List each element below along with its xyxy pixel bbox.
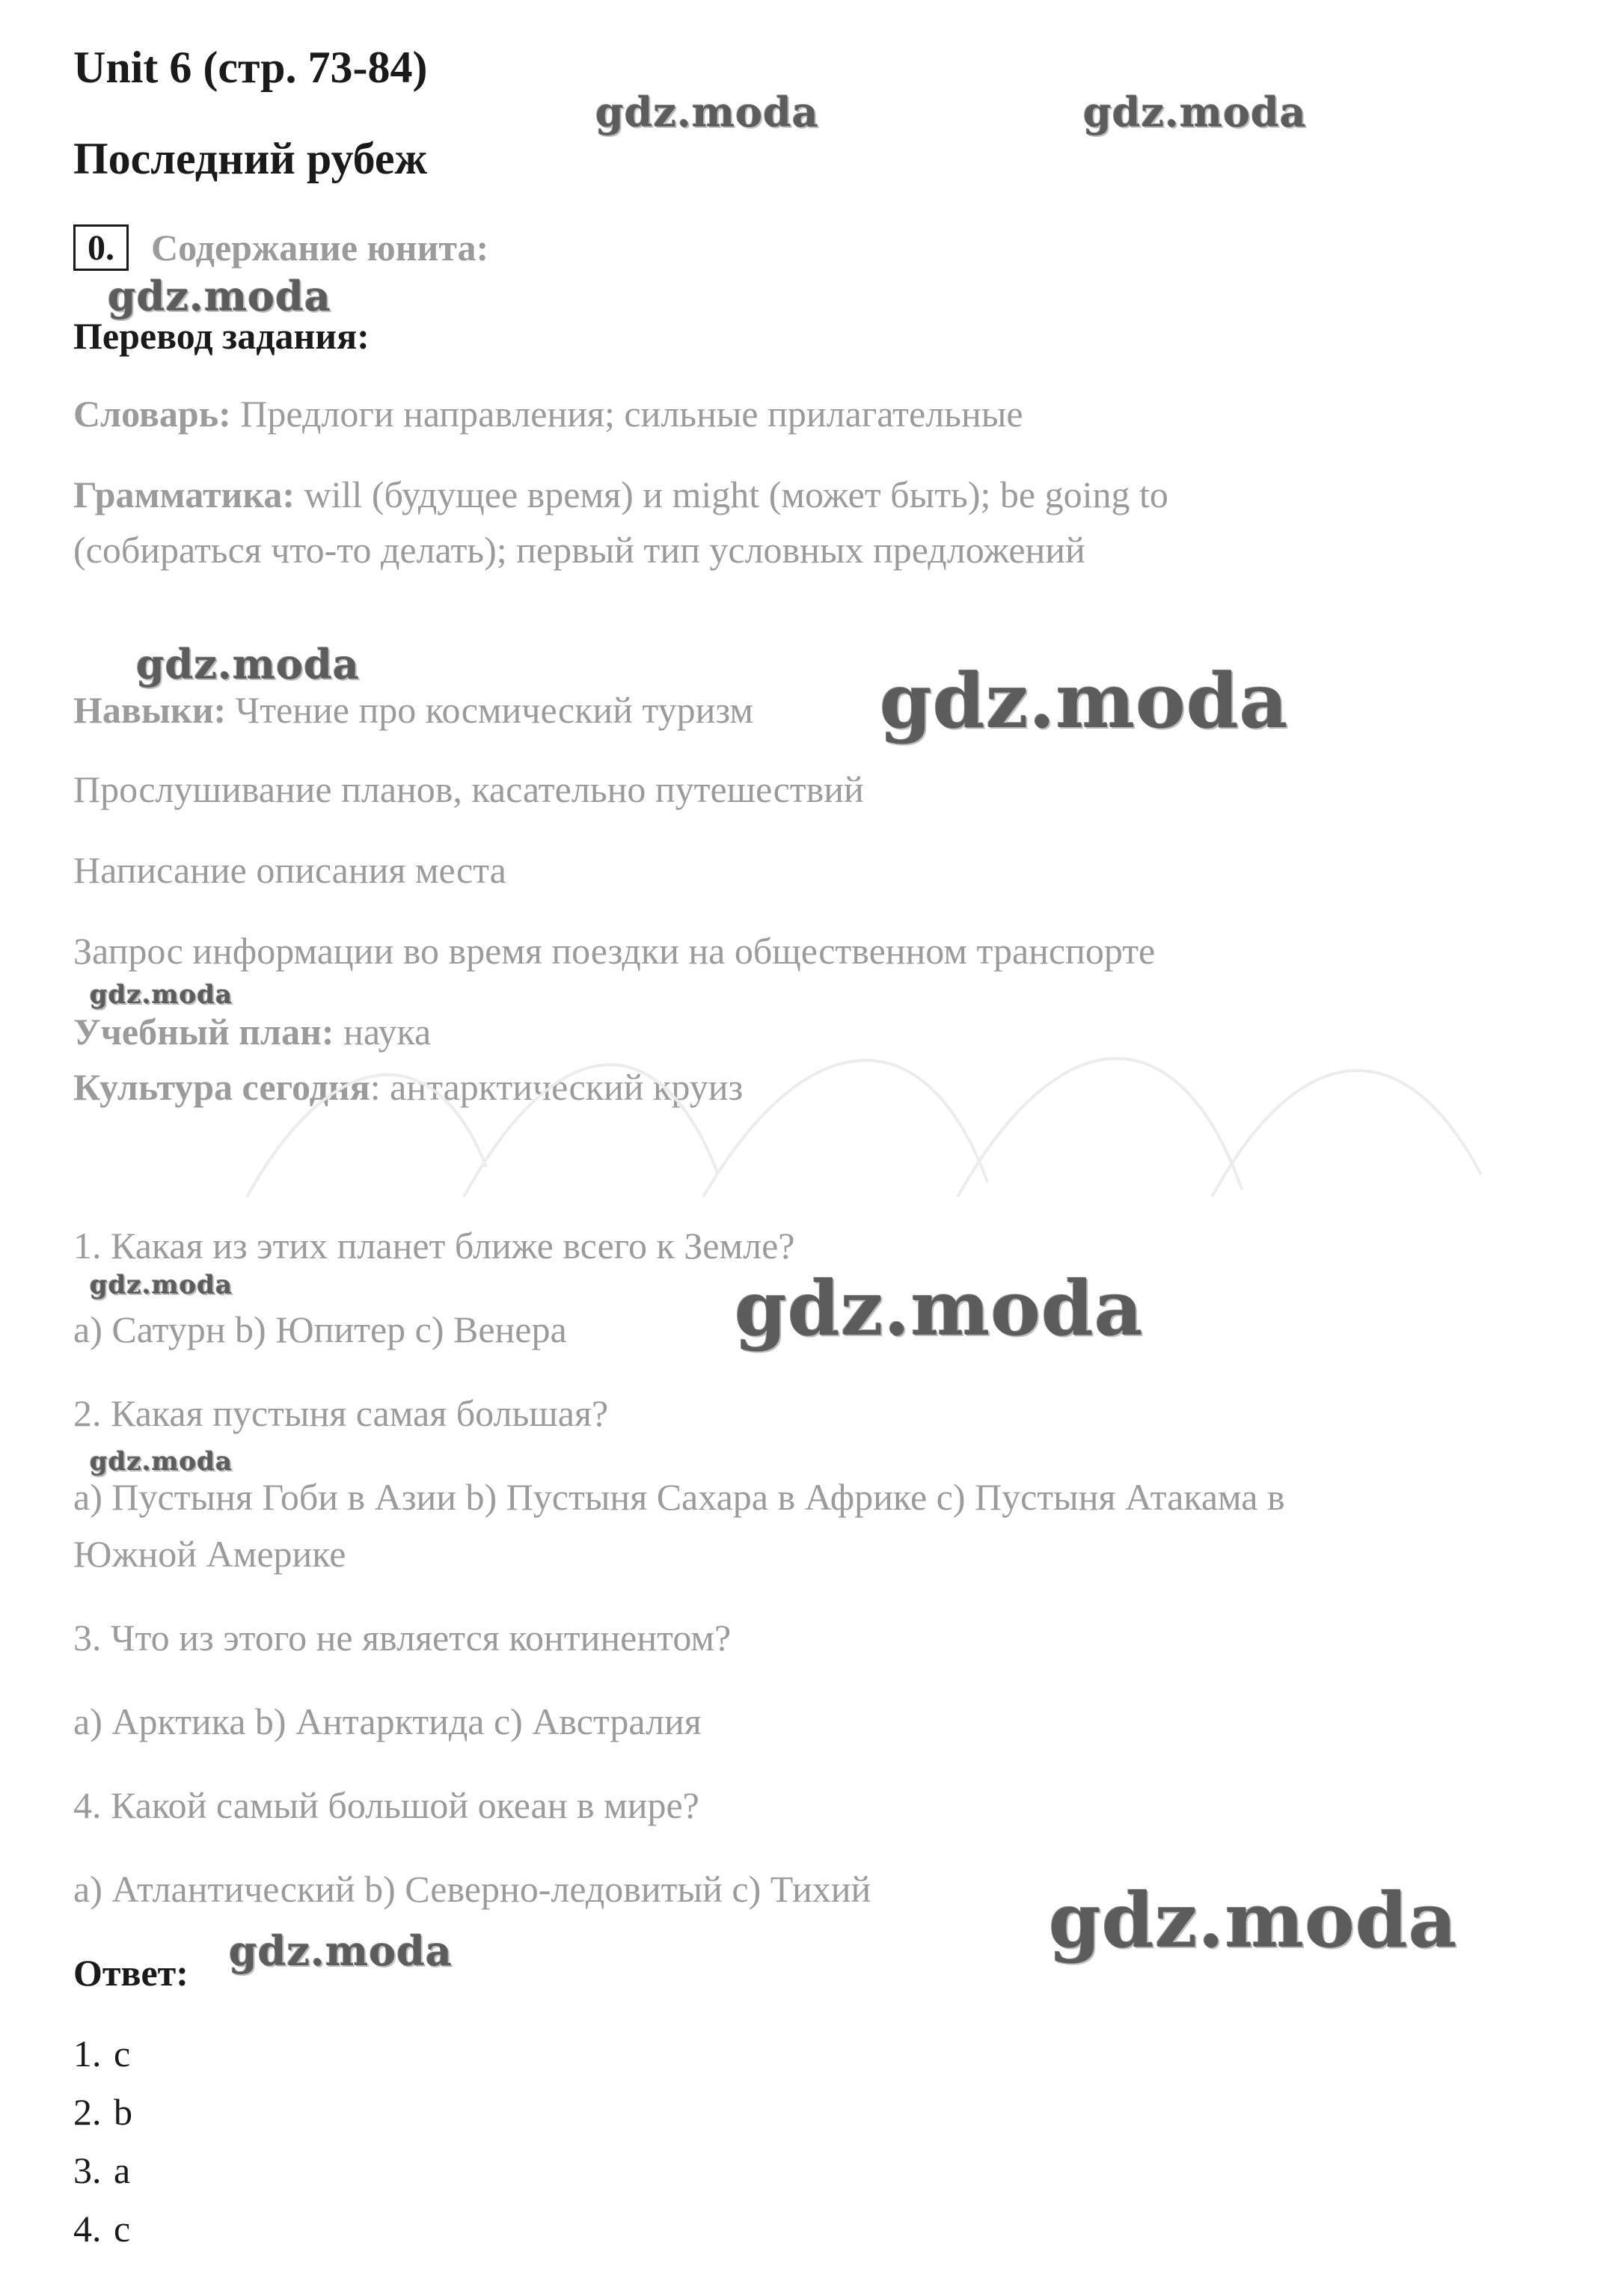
skills-label: Навыки: [73,689,227,731]
culture-text: : антарктический круиз [370,1066,744,1108]
watermark-text: gdz.moda [108,272,331,320]
answer-value: a [114,2149,131,2191]
answer-item [73,2149,131,2191]
grammar-text-1: will (будущее время) и might (может быть); be going to [295,474,1168,515]
quiz-question: 1. Какая из этих планет ближе всего к Земле? [73,1225,795,1267]
watermark-text: gdz.moda [136,640,360,688]
answer-heading: Ответ: [73,1952,189,1994]
exercise-title: Содержание юнита: [151,227,489,269]
answer-number: 2. [73,2091,102,2133]
vocabulary-label: Словарь: [73,393,231,435]
exercise-header [73,224,488,271]
answer-number: 1. [73,2033,102,2075]
unit-subtitle: Последний рубеж [73,134,427,183]
watermark-text: gdz.moda [90,1447,233,1477]
grammar-line-2: (собираться что-то делать); первый тип условных предложений [73,529,1085,571]
watermark-text: gdz.moda [229,1927,453,1975]
vocabulary-text: Предлоги направления; сильные прилагательные [230,393,1023,435]
quiz-question: 4. Какой самый большой океан в мире? [73,1784,699,1826]
unit-title: Unit 6 (стр. 73-84) [73,43,428,92]
answer-value: c [114,2033,131,2075]
watermark-text: gdz.moda [735,1264,1144,1353]
quiz-options-continued: Южной Америке [73,1533,346,1575]
skills-line [73,691,753,729]
task-heading: Перевод задания: [73,315,370,357]
quiz-options: a) Атлантический b) Северно-ледовитый c) Тихий [73,1868,871,1910]
skills-writing: Написание описания места [73,849,506,891]
watermark-text: gdz.moda [595,88,819,136]
grammar-line [73,476,1168,513]
watermark-text: gdz.moda [1083,88,1307,136]
skills-text: Чтение про космический туризм [226,689,754,731]
answer-item [73,2033,131,2075]
curriculum-label: Учебный план: [73,1011,334,1053]
quiz-question: 2. Какая пустыня самая большая? [73,1392,609,1434]
grammar-label: Грамматика: [73,474,295,515]
curriculum-text: наука [334,1011,432,1053]
quiz-options: a) Пустыня Гоби в Азии b) Пустыня Сахара в Африке c) Пустыня Атакама в [73,1476,1285,1518]
watermark-text: gdz.moda [90,1270,233,1300]
watermark-text: gdz.moda [1049,1876,1458,1965]
watermark-text: gdz.moda [90,980,233,1010]
skills-speaking: Запрос информации во время поездки на общественном транспорте [73,930,1156,972]
quiz-options: a) Арктика b) Антарктида c) Австралия [73,1700,702,1742]
exercise-number-box: 0. [73,224,129,271]
answer-value: b [114,2091,132,2133]
quiz-options: a) Сатурн b) Юпитер c) Венера [73,1308,567,1350]
decorative-arcs [239,1002,1496,1212]
answer-number: 4. [73,2208,102,2250]
answer-value: c [114,2208,131,2250]
culture-label: Культура сегодня [73,1066,370,1108]
vocabulary-line [73,393,1023,435]
answer-item [73,2093,132,2131]
answer-item [73,2208,131,2250]
skills-listening: Прослушивание планов, касательно путешествий [73,768,864,810]
quiz-question: 3. Что из этого не является континентом? [73,1617,732,1659]
watermark-text: gdz.moda [880,657,1289,745]
answer-number: 3. [73,2149,102,2191]
